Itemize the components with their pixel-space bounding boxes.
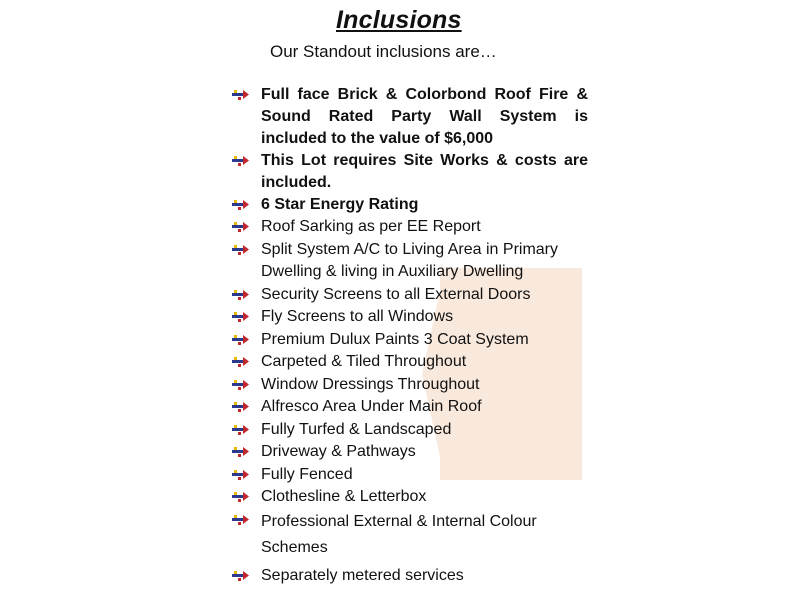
list-item: [228, 284, 588, 307]
arrow-bullet-icon: [232, 333, 250, 347]
arrow-bullet-icon: [232, 355, 250, 369]
list-item-text: Full face Brick & Colorbond Roof Fire & Sound Rated Party Wall System is included to the value of $6,000: [261, 86, 588, 147]
page-title: Inclusions: [336, 6, 462, 34]
list-item: [228, 374, 588, 397]
list-item: [228, 329, 588, 352]
list-item: [228, 150, 588, 194]
list-item: [228, 565, 588, 588]
list-item: [228, 239, 588, 284]
list-item: [228, 351, 588, 374]
list-item-text: Fully Turfed & Landscaped: [261, 420, 452, 438]
list-item-text: Roof Sarking as per EE Report: [261, 218, 481, 235]
list-item-text: Carpeted & Tiled Throughout: [261, 353, 467, 370]
list-item-text: Fully Fenced: [261, 465, 353, 483]
list-item: [228, 486, 588, 509]
arrow-bullet-icon: [232, 569, 250, 583]
arrow-bullet-icon: [232, 243, 250, 257]
list-item-text: Split System A/C to Living Area in Primary Dwelling & living in Auxiliary Dwelling: [261, 240, 558, 280]
arrow-bullet-icon: [232, 423, 250, 437]
arrow-bullet-icon: [232, 468, 250, 482]
list-item: [228, 306, 588, 329]
inclusions-list: [228, 84, 588, 587]
list-item: [228, 216, 588, 239]
arrow-bullet-icon: [232, 88, 250, 102]
list-item-text: Clothesline & Letterbox: [261, 488, 427, 505]
list-item: [228, 464, 588, 487]
list-item: [228, 396, 588, 419]
arrow-bullet-icon: [232, 378, 250, 392]
arrow-bullet-icon: [232, 198, 250, 212]
list-item: [228, 84, 588, 150]
arrow-bullet-icon: [232, 220, 250, 234]
arrow-bullet-icon: [232, 400, 250, 414]
list-item-text: 6 Star Energy Rating: [261, 196, 419, 213]
arrow-bullet-icon: [232, 490, 250, 504]
list-item-text: Professional External & Internal Colour Schemes: [261, 512, 537, 556]
list-item: [228, 419, 588, 442]
list-item-text: Driveway & Pathways: [261, 443, 416, 460]
list-item-text: Separately metered services: [261, 566, 464, 584]
arrow-bullet-icon: [232, 154, 250, 168]
list-item-text: Alfresco Area Under Main Roof: [261, 398, 482, 415]
list-item-text: Premium Dulux Paints 3 Coat System: [261, 330, 529, 348]
list-item-text: Security Screens to all External Doors: [261, 285, 531, 303]
list-item-text: This Lot requires Site Works & costs are included.: [261, 152, 588, 191]
list-item-text: Window Dressings Throughout: [261, 375, 480, 393]
arrow-bullet-icon: [232, 288, 250, 302]
list-item: [228, 441, 588, 464]
arrow-bullet-icon: [232, 310, 250, 324]
list-item: [228, 509, 588, 561]
list-item-text: Fly Screens to all Windows: [261, 308, 454, 325]
page-subtitle: Our Standout inclusions are…: [270, 42, 497, 61]
list-item: [228, 194, 588, 216]
arrow-bullet-icon: [232, 513, 250, 527]
arrow-bullet-icon: [232, 445, 250, 459]
